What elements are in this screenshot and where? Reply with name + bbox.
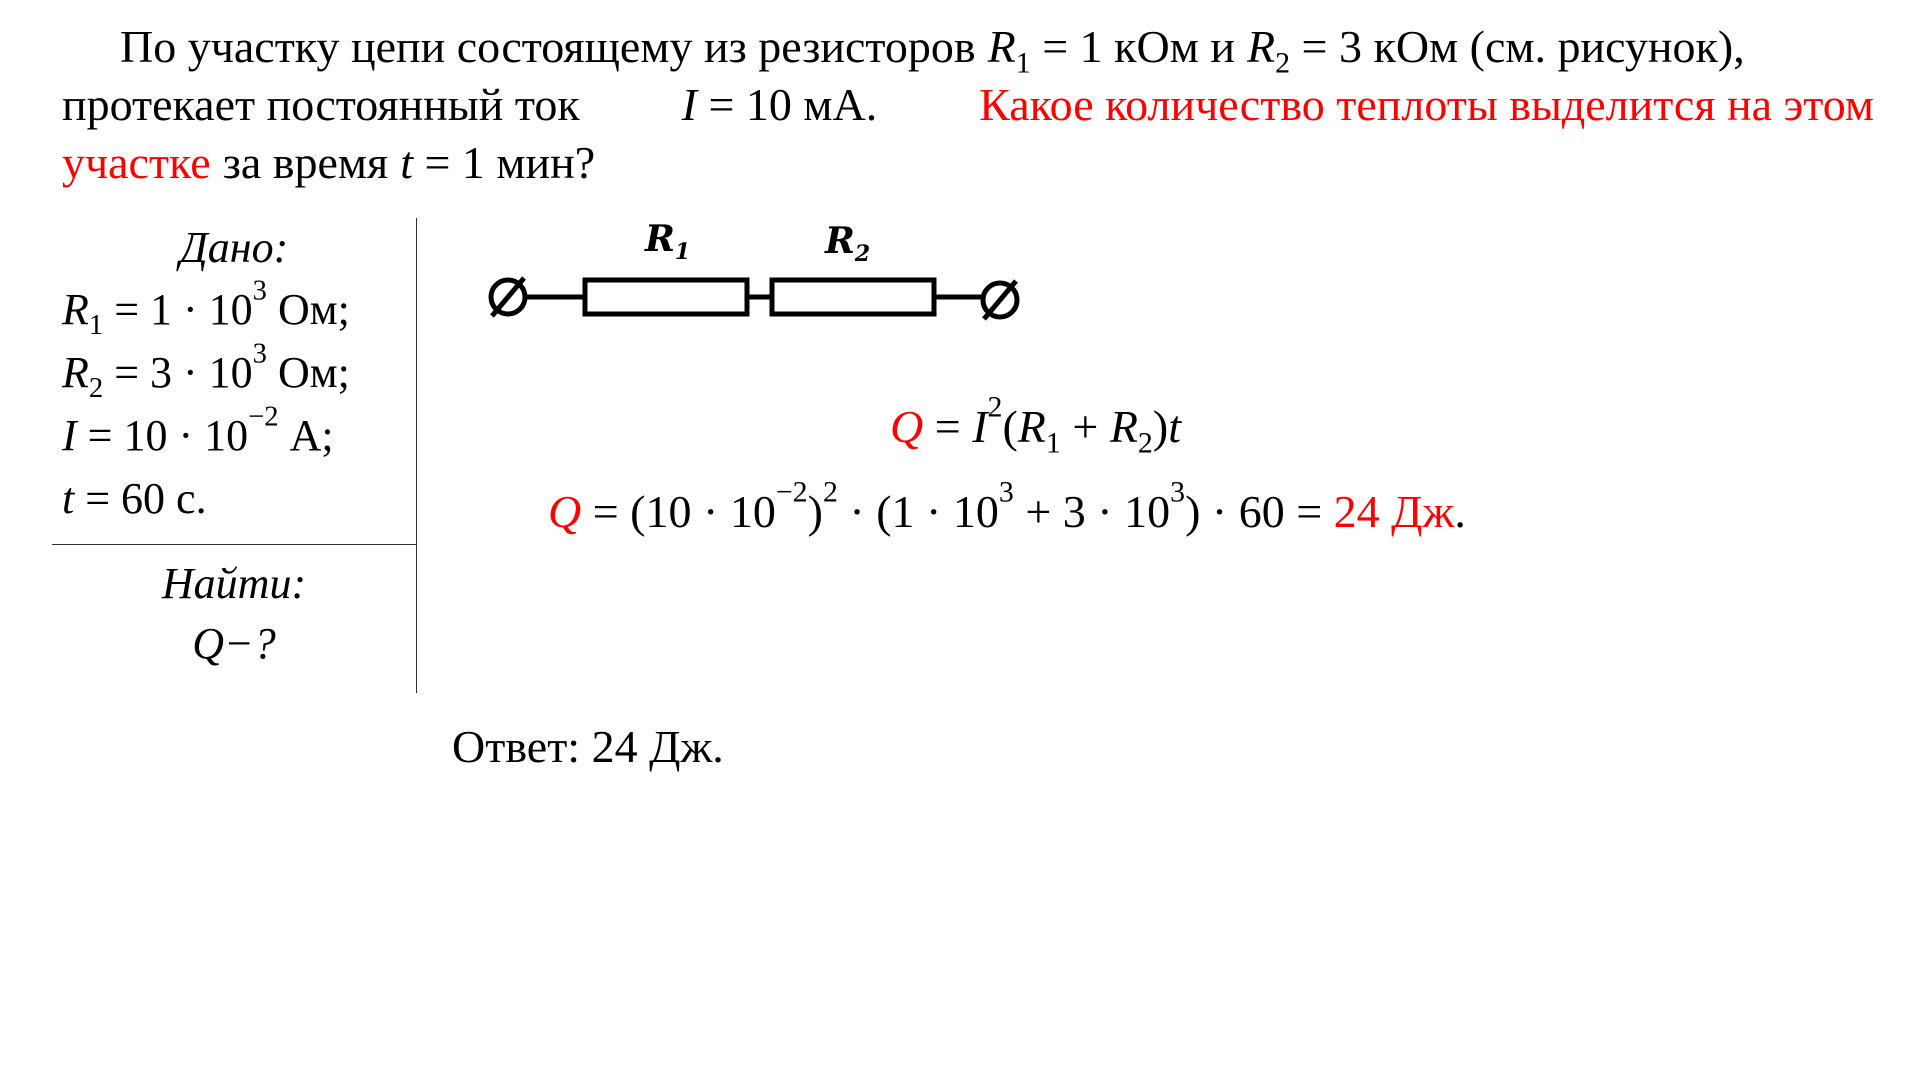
label-r1: $R_1$	[645, 218, 691, 265]
given-current: $I = 10 \cdot 10^{-2}$ А;	[62, 401, 334, 460]
question-highlight-2: участке	[62, 137, 211, 188]
problem-text-2: протекает постоянный ток	[62, 79, 580, 130]
r1-inline: $R_1 = 1$ кОм и	[987, 21, 1235, 80]
given-panel	[52, 218, 417, 693]
problem-line-3	[62, 134, 1874, 192]
answer-label: Ответ:	[452, 721, 581, 772]
problem-text-3: за время	[222, 137, 389, 188]
given-r2: $R_2 = 3 \cdot 10^3$ Ом;	[62, 338, 350, 404]
formula-general: $Q = I^2(R_1 + R_2)t$	[890, 390, 1181, 460]
problem-line-2	[62, 76, 1874, 134]
problem-text: По участку цепи состоящему из резисторов	[120, 21, 976, 72]
left-terminal-icon	[491, 278, 525, 316]
find-title: Найти:	[161, 559, 307, 608]
problem-line-1	[62, 18, 1874, 80]
label-r2: $R_2$	[825, 220, 871, 267]
problem-statement	[62, 18, 1874, 192]
find-value: Q−?	[192, 619, 276, 668]
resistor-r2	[772, 280, 934, 314]
answer-line	[452, 720, 724, 773]
result-value: 24 Дж	[1333, 486, 1455, 537]
answer-value: 24 Дж.	[591, 721, 724, 772]
given-title: Дано:	[179, 223, 289, 272]
r2-inline: $R_2 = 3$ кОм (см. рисунок),	[1246, 21, 1745, 80]
question-highlight: Какое количество теплоты выделится на этом	[979, 79, 1874, 130]
given-time: t = 60 с.	[62, 474, 207, 523]
circuit-diagram	[480, 218, 1040, 338]
current-inline: I = 10 мА.	[681, 79, 878, 130]
time-inline: t = 1 мин?	[400, 137, 596, 188]
given-r1: $R_1 = 1 \cdot 10^3$ Ом;	[62, 275, 350, 341]
given-divider	[52, 544, 416, 545]
resistor-r1	[585, 280, 747, 314]
formula-numeric: $Q = (10 \cdot 10^{-2})^2 \cdot (1 \cdot 10^3 + 3 \cdot 10^3) \cdot 60 = 24$ Дж.	[548, 475, 1466, 537]
right-terminal-icon	[983, 281, 1017, 319]
